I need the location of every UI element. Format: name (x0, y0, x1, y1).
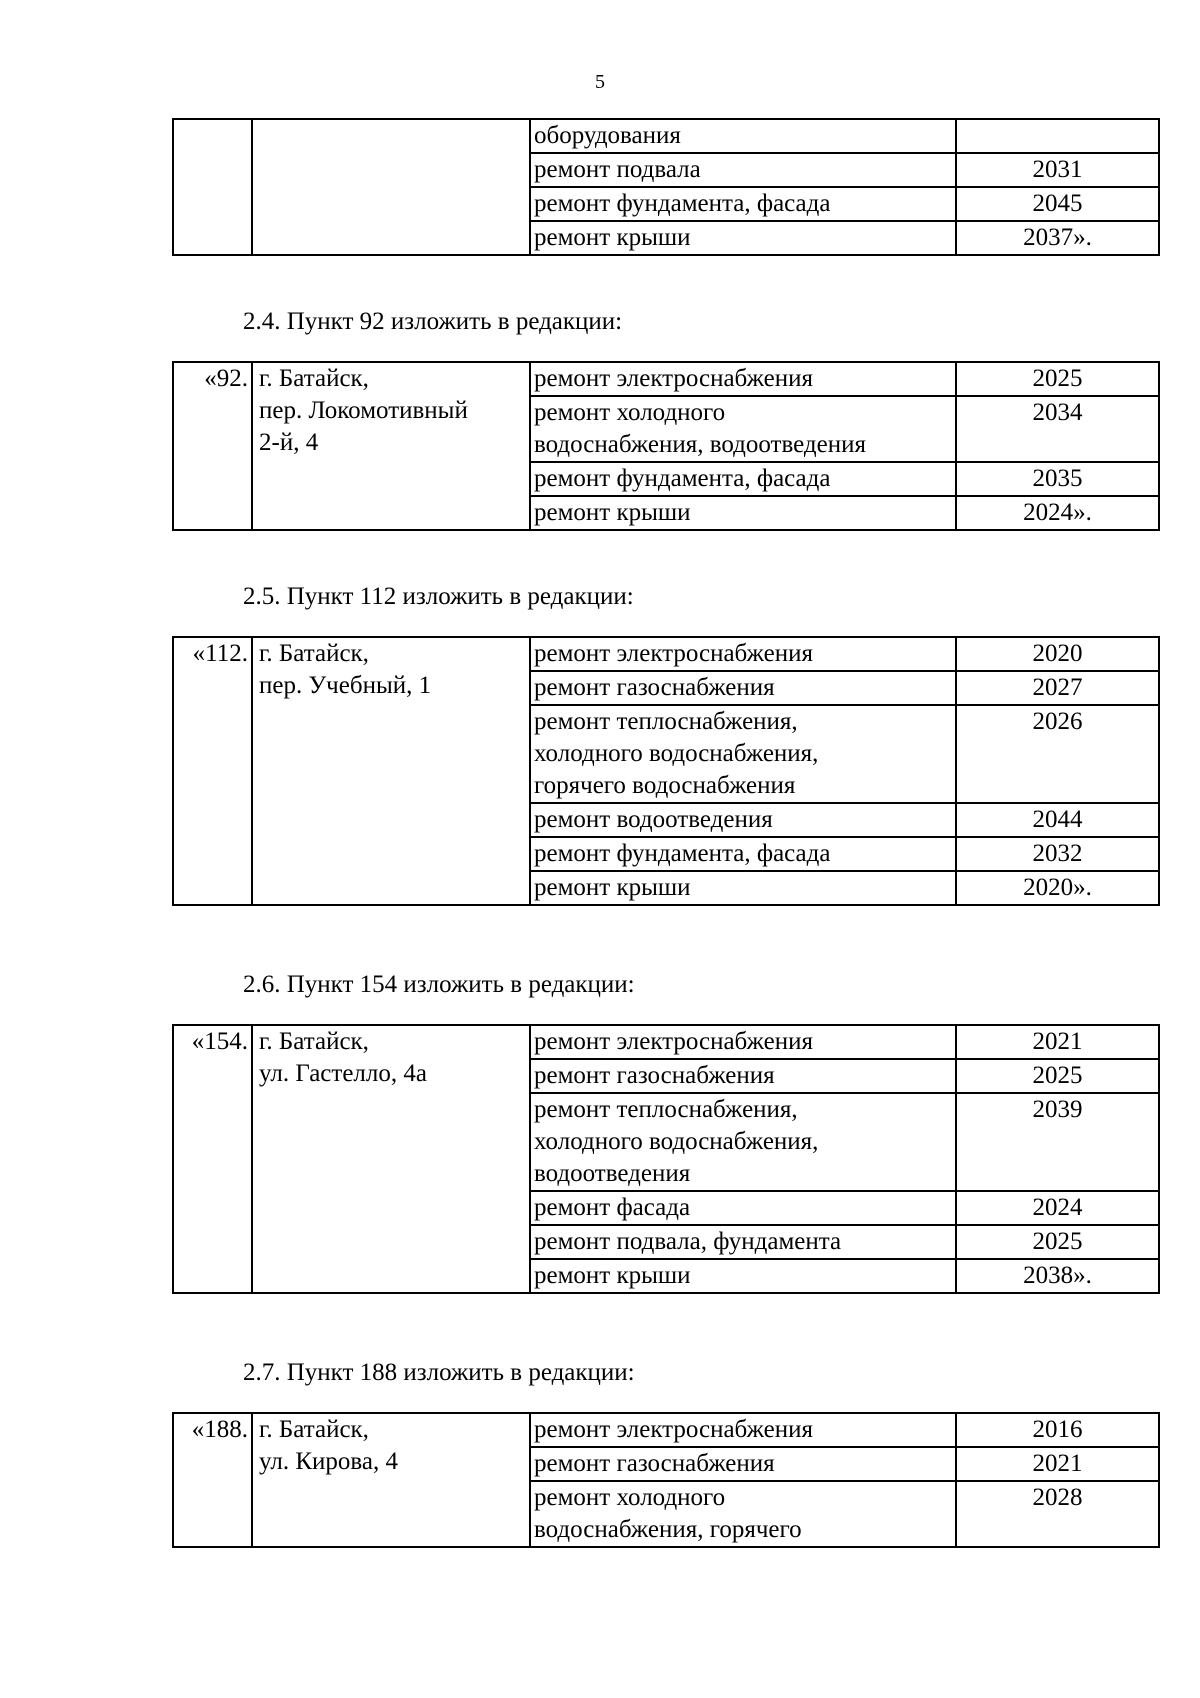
section-table (172, 361, 1160, 531)
section-table (172, 1412, 1160, 1548)
item-address: г. Батайск, пер. Учебный, 1 (252, 637, 530, 905)
item-number: «112. (173, 637, 252, 905)
page-number: 5 (595, 71, 605, 93)
item-address: г. Батайск, пер. Локомотивный 2-й, 4 (252, 362, 530, 530)
table-row (173, 1413, 1159, 1447)
work-year: 2027 (956, 671, 1159, 705)
work-year: 2016 (956, 1413, 1159, 1447)
work-year: 2020». (956, 871, 1159, 905)
section-table (172, 1024, 1160, 1294)
work-year: 2032 (956, 837, 1159, 871)
work-year (956, 119, 1159, 153)
section-heading: 2.5. Пункт 112 изложить в редакции: (243, 583, 634, 610)
work-year: 2024 (956, 1191, 1159, 1225)
work-type: ремонт фундамента, фасада (530, 837, 956, 871)
work-type: ремонт фасада (530, 1191, 956, 1225)
work-type: ремонт крыши (530, 871, 956, 905)
work-type: ремонт крыши (530, 221, 956, 255)
work-year: 2025 (956, 1059, 1159, 1093)
work-type: ремонт фундамента, фасада (530, 462, 956, 496)
work-year: 2038». (956, 1259, 1159, 1293)
item-address: г. Батайск, ул. Гастелло, 4а (252, 1025, 530, 1293)
work-year: 2031 (956, 153, 1159, 187)
work-year: 2020 (956, 637, 1159, 671)
work-type: ремонт холодного водоснабжения, водоотведения (530, 396, 956, 462)
work-type: ремонт крыши (530, 1259, 956, 1293)
item-address (252, 119, 530, 255)
work-type: ремонт газоснабжения (530, 1447, 956, 1481)
section-heading: 2.7. Пункт 188 изложить в редакции: (243, 1359, 635, 1386)
item-number (173, 119, 252, 255)
work-year: 2037». (956, 221, 1159, 255)
work-type: ремонт электроснабжения (530, 637, 956, 671)
work-year: 2021 (956, 1447, 1159, 1481)
item-number: «92. (173, 362, 252, 530)
work-type: ремонт электроснабжения (530, 362, 956, 396)
continuation-table (172, 118, 1160, 256)
table-row (173, 637, 1159, 671)
table-row (173, 362, 1159, 396)
section-table (172, 636, 1160, 906)
work-year: 2024». (956, 496, 1159, 530)
work-type: ремонт крыши (530, 496, 956, 530)
work-year: 2025 (956, 362, 1159, 396)
work-type: ремонт газоснабжения (530, 671, 956, 705)
work-year: 2044 (956, 803, 1159, 837)
section-heading: 2.4. Пункт 92 изложить в редакции: (243, 308, 623, 335)
item-number: «154. (173, 1025, 252, 1293)
table-row (173, 119, 1159, 153)
work-type: ремонт подвала, фундамента (530, 1225, 956, 1259)
work-type: ремонт теплоснабжения, холодного водоснабжения, горячего водоснабжения (530, 705, 956, 803)
work-type: ремонт водоотведения (530, 803, 956, 837)
item-address: г. Батайск, ул. Кирова, 4 (252, 1413, 530, 1547)
work-type: ремонт подвала (530, 153, 956, 187)
work-year: 2026 (956, 705, 1159, 803)
item-number: «188. (173, 1413, 252, 1547)
work-type: ремонт теплоснабжения, холодного водоснабжения, водоотведения (530, 1093, 956, 1191)
work-year: 2028 (956, 1481, 1159, 1547)
work-type: ремонт электроснабжения (530, 1025, 956, 1059)
work-year: 2039 (956, 1093, 1159, 1191)
work-type: ремонт фундамента, фасада (530, 187, 956, 221)
work-type: ремонт холодного водоснабжения, горячего (530, 1481, 956, 1547)
section-heading: 2.6. Пункт 154 изложить в редакции: (243, 971, 635, 998)
work-year: 2021 (956, 1025, 1159, 1059)
work-type: оборудования (530, 119, 956, 153)
work-year: 2035 (956, 462, 1159, 496)
work-year: 2025 (956, 1225, 1159, 1259)
table-row (173, 1025, 1159, 1059)
work-type: ремонт электроснабжения (530, 1413, 956, 1447)
work-year: 2034 (956, 396, 1159, 462)
work-year: 2045 (956, 187, 1159, 221)
work-type: ремонт газоснабжения (530, 1059, 956, 1093)
